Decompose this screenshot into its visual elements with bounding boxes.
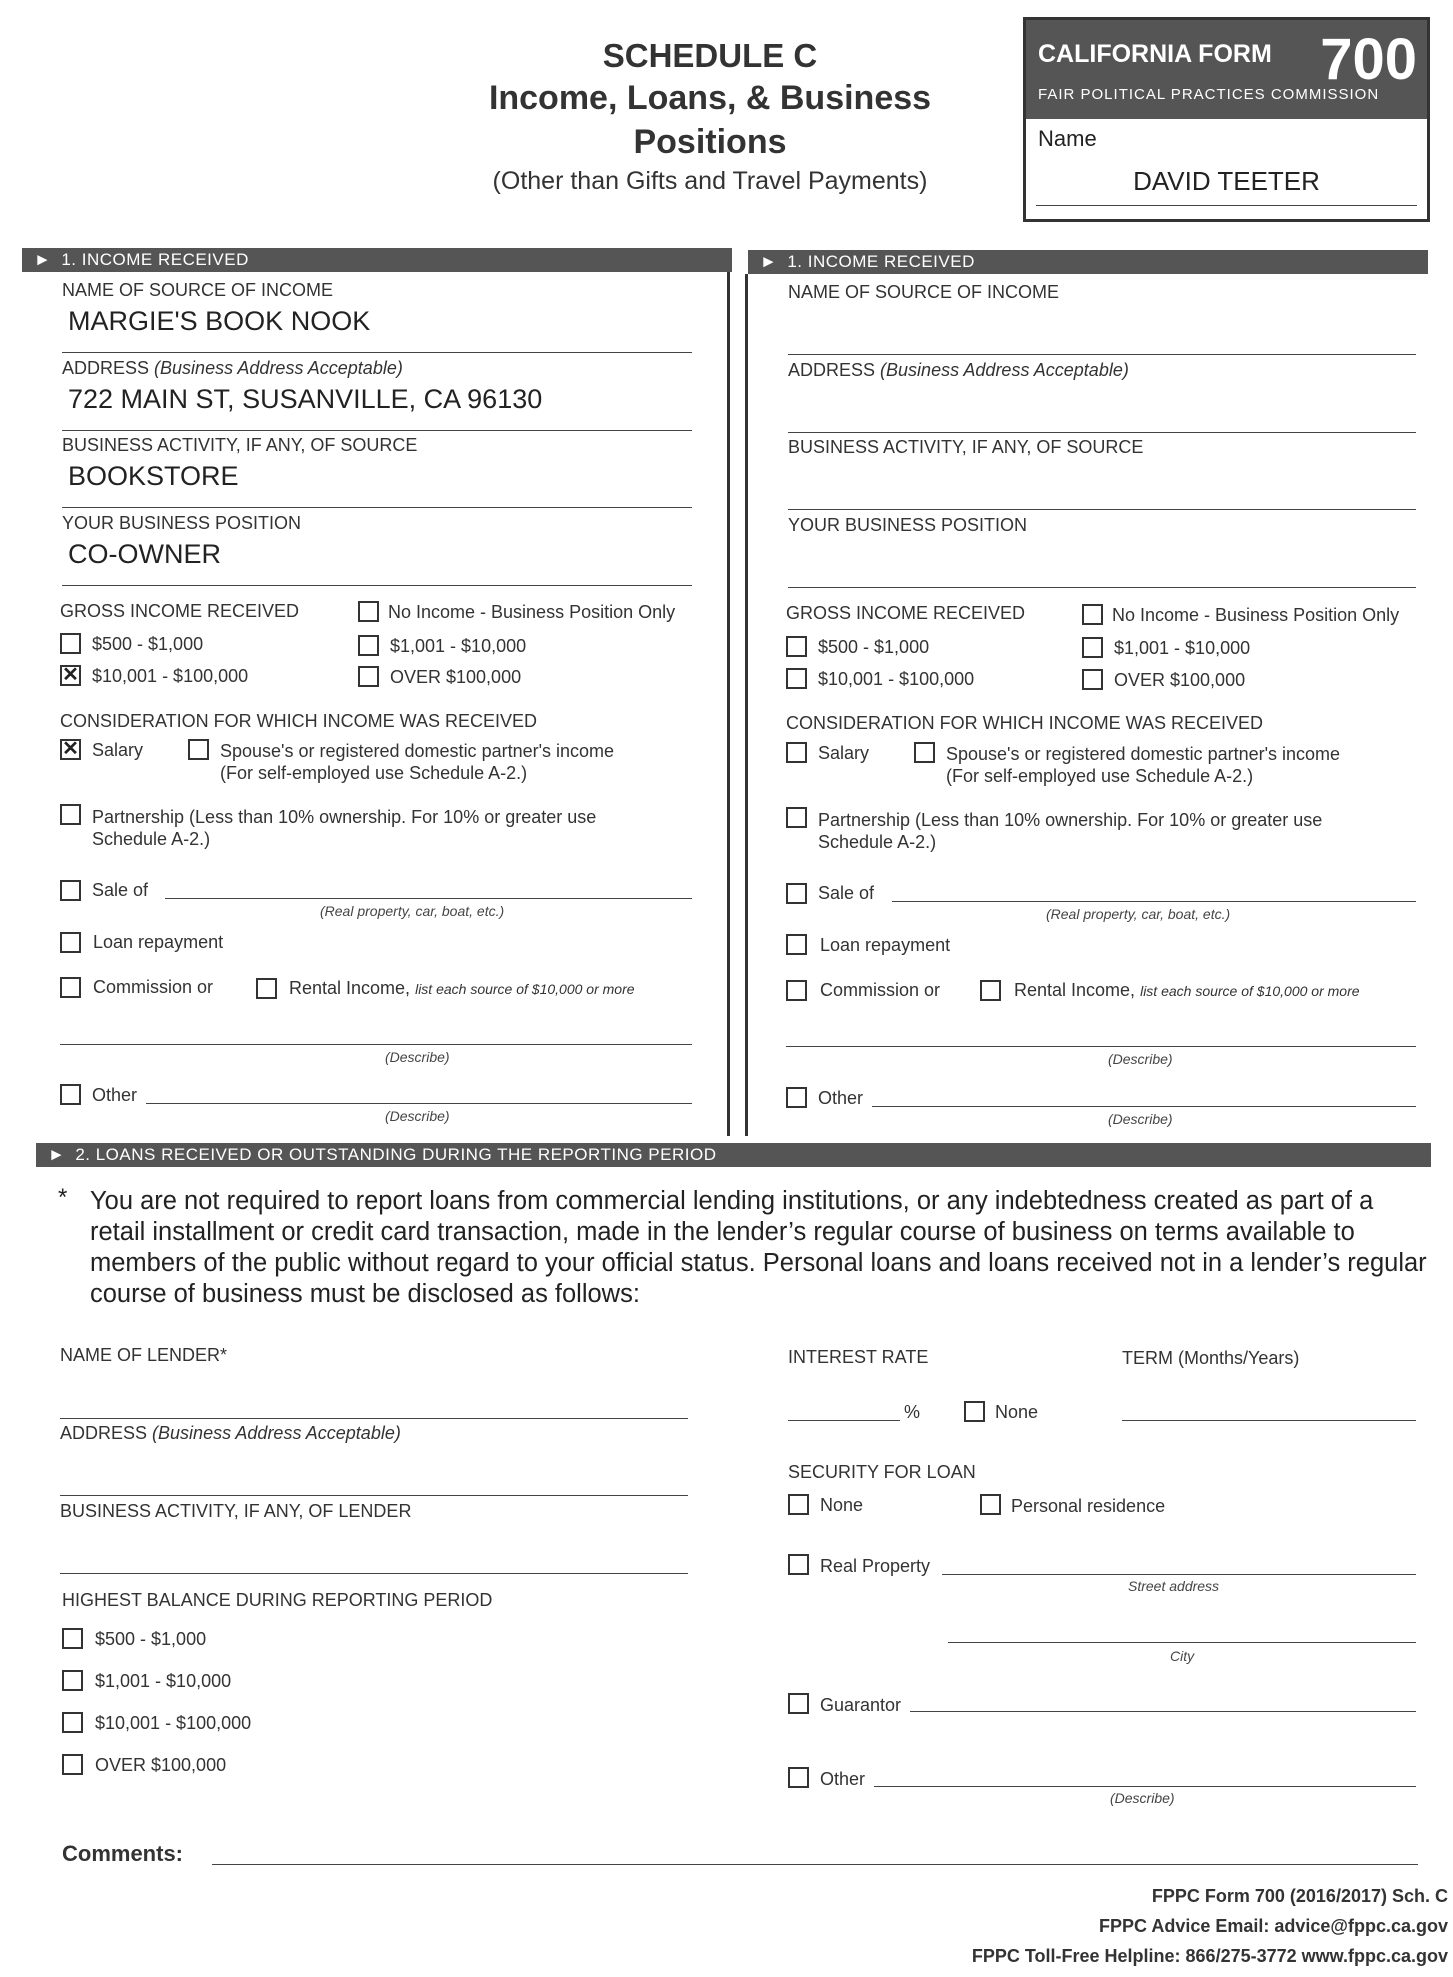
lender-address-note: (Business Address Acceptable) bbox=[152, 1423, 401, 1443]
no-income-checkbox[interactable] bbox=[358, 601, 379, 622]
no-income-label: No Income - Business Position Only bbox=[1112, 605, 1400, 625]
field-underline bbox=[62, 352, 692, 353]
business-position-label: YOUR BUSINESS POSITION bbox=[62, 513, 302, 533]
business-activity-field[interactable]: BOOKSTORE bbox=[68, 461, 239, 491]
commission-label: FAIR POLITICAL PRACTICES COMMISSION bbox=[1038, 86, 1380, 103]
sale-of-label: Sale of bbox=[818, 883, 875, 903]
address-label-text: ADDRESS bbox=[62, 358, 150, 378]
partnership-label: Partnership (Less than 10% ownership. For 10% or greater use bbox=[92, 807, 597, 827]
term-label-text: TERM bbox=[1122, 1348, 1173, 1368]
schedule-heading: SCHEDULE C bbox=[602, 37, 818, 74]
sale-of-note: (Real property, car, boat, etc.) bbox=[1046, 906, 1231, 922]
consideration-label: CONSIDERATION FOR WHICH INCOME WAS RECEIVED bbox=[60, 711, 538, 731]
income-section-bar-left bbox=[22, 248, 732, 272]
term-label bbox=[1122, 1348, 1299, 1369]
income-1001-label: $1,001 - $10,000 bbox=[1114, 638, 1251, 658]
other-checkbox[interactable] bbox=[60, 1084, 81, 1105]
sale-of-field[interactable] bbox=[165, 898, 692, 899]
loan-other-field[interactable] bbox=[874, 1786, 1416, 1787]
field-underline bbox=[62, 430, 692, 431]
describe-note: (Describe) bbox=[385, 1049, 450, 1065]
column-divider bbox=[745, 274, 748, 1136]
income-section-title: 1. INCOME RECEIVED bbox=[61, 250, 249, 269]
address-label bbox=[788, 360, 1129, 381]
lender-name-label: NAME OF LENDER* bbox=[60, 1345, 228, 1365]
describe-field[interactable] bbox=[60, 1044, 692, 1045]
address-label bbox=[62, 358, 403, 379]
gross-income-label: GROSS INCOME RECEIVED bbox=[60, 601, 300, 621]
real-property-label: Real Property bbox=[820, 1556, 931, 1576]
lender-address-text: ADDRESS bbox=[60, 1423, 148, 1443]
other-label: Other bbox=[818, 1088, 864, 1108]
footer-advice-email: FPPC Advice Email: advice@fppc.ca.gov bbox=[1099, 1916, 1448, 1936]
income-over-label: OVER $100,000 bbox=[1114, 670, 1246, 690]
commission-label: Commission or bbox=[93, 977, 214, 997]
sale-of-note: (Real property, car, boat, etc.) bbox=[320, 903, 505, 919]
loans-section-title: 2. LOANS RECEIVED OR OUTSTANDING DURING THE REPORTING PERIOD bbox=[75, 1145, 717, 1164]
loan-repayment-checkbox[interactable] bbox=[786, 934, 807, 955]
percent-sign: % bbox=[904, 1402, 921, 1422]
income-10001-label: $10,001 - $100,000 bbox=[92, 666, 249, 686]
gross-income-label: GROSS INCOME RECEIVED bbox=[786, 603, 1026, 623]
other-label: Other bbox=[92, 1085, 138, 1105]
loans-section-bar bbox=[36, 1143, 1431, 1167]
guarantor-checkbox[interactable] bbox=[788, 1693, 809, 1714]
income-500-label: $500 - $1,000 bbox=[818, 637, 930, 657]
rental-income-note: list each source of $10,000 or more bbox=[1140, 983, 1360, 999]
filer-name-label: Name bbox=[1038, 126, 1097, 151]
income-1001-checkbox[interactable] bbox=[1082, 637, 1103, 658]
street-address-field[interactable] bbox=[942, 1574, 1416, 1575]
address-note: (Business Address Acceptable) bbox=[154, 358, 403, 378]
name-source-field[interactable] bbox=[788, 354, 1416, 355]
other-describe-note: (Describe) bbox=[385, 1108, 450, 1124]
address-field[interactable]: 722 MAIN ST, SUSANVILLE, CA 96130 bbox=[68, 384, 543, 414]
sale-of-checkbox[interactable] bbox=[60, 880, 81, 901]
notice-asterisk: * bbox=[58, 1184, 68, 1211]
term-field[interactable] bbox=[1122, 1420, 1416, 1421]
name-source-label: NAME OF SOURCE OF INCOME bbox=[62, 280, 334, 300]
street-address-note: Street address bbox=[1128, 1578, 1220, 1594]
loan-other-checkbox[interactable] bbox=[788, 1767, 809, 1788]
address-field[interactable] bbox=[788, 432, 1416, 433]
commission-label: Commission or bbox=[820, 980, 941, 1000]
security-none-checkbox[interactable] bbox=[788, 1494, 809, 1515]
city-note: City bbox=[1170, 1648, 1195, 1664]
rental-income-label bbox=[1014, 980, 1360, 1001]
income-over-label: OVER $100,000 bbox=[390, 667, 522, 687]
income-10001-label: $10,001 - $100,000 bbox=[818, 669, 975, 689]
partnership-label: Partnership (Less than 10% ownership. For 10% or greater use bbox=[818, 810, 1323, 830]
rental-income-checkbox[interactable] bbox=[980, 980, 1001, 1001]
spouse-income-note: (For self-employed use Schedule A-2.) bbox=[946, 766, 1254, 786]
balance-500-label: $500 - $1,000 bbox=[95, 1629, 207, 1649]
rental-income-text: Rental Income, bbox=[289, 978, 411, 998]
form-id-box bbox=[1023, 17, 1430, 222]
lender-activity-field[interactable] bbox=[60, 1573, 688, 1574]
address-note: (Business Address Acceptable) bbox=[880, 360, 1129, 380]
form-number: 700 bbox=[1320, 27, 1417, 92]
other-field[interactable] bbox=[146, 1103, 692, 1104]
bar-arrow-icon: ► bbox=[760, 252, 778, 271]
loan-repayment-label: Loan repayment bbox=[93, 932, 224, 952]
schedule-title-line3: Positions bbox=[633, 123, 787, 161]
loans-notice: You are not required to report loans from commercial lending institutions, or any indebtedness created as part of a retail installment or credit card transaction, made in the lender’s regular course of business on terms available to members of the public without regard to your official status. Personal loans and loans received not in a lender’s regular course of business must be disclosed as follows: bbox=[90, 1187, 1427, 1308]
personal-residence-label: Personal residence bbox=[1011, 1496, 1166, 1516]
income-10001-checkbox[interactable] bbox=[786, 668, 807, 689]
balance-1001-checkbox[interactable] bbox=[62, 1670, 83, 1691]
city-field[interactable] bbox=[948, 1642, 1416, 1643]
spouse-income-label: Spouse's or registered domestic partner's income bbox=[946, 744, 1341, 764]
field-underline bbox=[62, 507, 692, 508]
name-source-label: NAME OF SOURCE OF INCOME bbox=[788, 282, 1060, 302]
other-checkbox[interactable] bbox=[786, 1087, 807, 1108]
guarantor-field[interactable] bbox=[910, 1711, 1416, 1712]
interest-rate-label: INTEREST RATE bbox=[788, 1347, 929, 1367]
lender-address-field[interactable] bbox=[60, 1495, 688, 1496]
sale-of-field[interactable] bbox=[892, 901, 1416, 902]
personal-residence-checkbox[interactable] bbox=[980, 1494, 1001, 1515]
highest-balance-label: HIGHEST BALANCE DURING REPORTING PERIOD bbox=[62, 1590, 493, 1610]
name-source-field[interactable]: MARGIE'S BOOK NOOK bbox=[68, 306, 371, 336]
guarantor-label: Guarantor bbox=[820, 1695, 902, 1715]
real-property-checkbox[interactable] bbox=[788, 1554, 809, 1575]
describe-field[interactable] bbox=[786, 1046, 1416, 1047]
balance-over-checkbox[interactable] bbox=[62, 1754, 83, 1775]
consideration-label: CONSIDERATION FOR WHICH INCOME WAS RECEIVED bbox=[786, 713, 1264, 733]
schedule-subtitle: (Other than Gifts and Travel Payments) bbox=[492, 167, 928, 195]
commission-checkbox[interactable] bbox=[786, 980, 807, 1001]
salary-label: Salary bbox=[818, 743, 870, 763]
lender-address-label bbox=[60, 1423, 401, 1444]
no-income-label: No Income - Business Position Only bbox=[388, 602, 676, 622]
income-section-bar-right bbox=[748, 250, 1428, 274]
spouse-income-label: Spouse's or registered domestic partner's income bbox=[220, 741, 615, 761]
rental-income-note: list each source of $10,000 or more bbox=[415, 981, 635, 997]
schedule-title bbox=[440, 36, 980, 198]
lender-name-field[interactable] bbox=[60, 1418, 688, 1419]
business-activity-field[interactable] bbox=[788, 509, 1416, 510]
comments-label: Comments: bbox=[62, 1841, 184, 1866]
income-500-checkbox[interactable] bbox=[786, 636, 807, 657]
spouse-income-checkbox[interactable] bbox=[188, 739, 209, 760]
balance-over-label: OVER $100,000 bbox=[95, 1755, 227, 1775]
form-id-header bbox=[1026, 20, 1427, 119]
no-income-checkbox[interactable] bbox=[1082, 604, 1103, 625]
footer-helpline: FPPC Toll-Free Helpline: 866/275-3772 www.fppc.ca.gov bbox=[971, 1946, 1448, 1966]
income-1001-checkbox[interactable] bbox=[358, 635, 379, 656]
partnership-note: Schedule A-2.) bbox=[92, 829, 211, 849]
schedule-title-line2: Income, Loans, & Business bbox=[488, 79, 932, 117]
column-divider bbox=[727, 272, 730, 1136]
security-label: SECURITY FOR LOAN bbox=[788, 1462, 976, 1482]
interest-none-checkbox[interactable] bbox=[964, 1401, 985, 1422]
comments-field[interactable] bbox=[212, 1864, 1418, 1865]
describe-note: (Describe) bbox=[1108, 1051, 1173, 1067]
filer-name-field[interactable]: DAVID TEETER bbox=[1133, 166, 1320, 196]
spouse-income-checkbox[interactable] bbox=[914, 742, 935, 763]
salary-label: Salary bbox=[92, 740, 144, 760]
salary-checkbox[interactable]: ✕ bbox=[60, 739, 81, 760]
balance-1001-label: $1,001 - $10,000 bbox=[95, 1671, 232, 1691]
other-field[interactable] bbox=[872, 1106, 1416, 1107]
income-10001-checkbox[interactable]: ✕ bbox=[60, 665, 81, 686]
business-position-field[interactable]: CO-OWNER bbox=[68, 539, 221, 569]
partnership-checkbox[interactable] bbox=[786, 807, 807, 828]
business-activity-label: BUSINESS ACTIVITY, IF ANY, OF SOURCE bbox=[788, 437, 1144, 457]
loan-repayment-label: Loan repayment bbox=[820, 935, 951, 955]
income-over-checkbox[interactable] bbox=[358, 666, 379, 687]
interest-rate-field[interactable] bbox=[788, 1420, 900, 1421]
security-none-label: None bbox=[820, 1495, 864, 1515]
balance-10001-checkbox[interactable] bbox=[62, 1712, 83, 1733]
income-1001-label: $1,001 - $10,000 bbox=[390, 636, 527, 656]
california-form-label: CALIFORNIA FORM bbox=[1038, 40, 1272, 68]
rental-income-label bbox=[289, 978, 635, 999]
partnership-checkbox[interactable] bbox=[60, 804, 81, 825]
business-position-field[interactable] bbox=[788, 587, 1416, 588]
bar-arrow-icon: ► bbox=[48, 1145, 66, 1164]
sale-of-label: Sale of bbox=[92, 880, 149, 900]
income-500-checkbox[interactable] bbox=[60, 633, 81, 654]
address-label-text: ADDRESS bbox=[788, 360, 876, 380]
term-note: (Months/Years) bbox=[1178, 1348, 1300, 1368]
income-500-label: $500 - $1,000 bbox=[92, 634, 204, 654]
filer-name-underline bbox=[1036, 205, 1417, 206]
salary-checkbox[interactable] bbox=[786, 742, 807, 763]
rental-income-text: Rental Income, bbox=[1014, 980, 1136, 1000]
income-section-title: 1. INCOME RECEIVED bbox=[787, 252, 975, 271]
rental-income-checkbox[interactable] bbox=[256, 978, 277, 999]
spouse-income-note: (For self-employed use Schedule A-2.) bbox=[220, 763, 528, 783]
other-describe-note: (Describe) bbox=[1108, 1111, 1173, 1127]
commission-checkbox[interactable] bbox=[60, 977, 81, 998]
business-position-label: YOUR BUSINESS POSITION bbox=[788, 515, 1028, 535]
field-underline bbox=[62, 585, 692, 586]
partnership-note: Schedule A-2.) bbox=[818, 832, 937, 852]
balance-500-checkbox[interactable] bbox=[62, 1628, 83, 1649]
balance-10001-label: $10,001 - $100,000 bbox=[95, 1713, 252, 1733]
business-activity-label: BUSINESS ACTIVITY, IF ANY, OF SOURCE bbox=[62, 435, 418, 455]
income-over-checkbox[interactable] bbox=[1082, 669, 1103, 690]
footer-form-id: FPPC Form 700 (2016/2017) Sch. C bbox=[1151, 1886, 1448, 1906]
loan-other-label: Other bbox=[820, 1769, 866, 1789]
lender-activity-label: BUSINESS ACTIVITY, IF ANY, OF LENDER bbox=[60, 1501, 412, 1521]
interest-none-label: None bbox=[995, 1402, 1039, 1422]
loan-other-note: (Describe) bbox=[1110, 1790, 1175, 1806]
bar-arrow-icon: ► bbox=[34, 250, 52, 269]
loan-repayment-checkbox[interactable] bbox=[60, 932, 81, 953]
sale-of-checkbox[interactable] bbox=[786, 883, 807, 904]
